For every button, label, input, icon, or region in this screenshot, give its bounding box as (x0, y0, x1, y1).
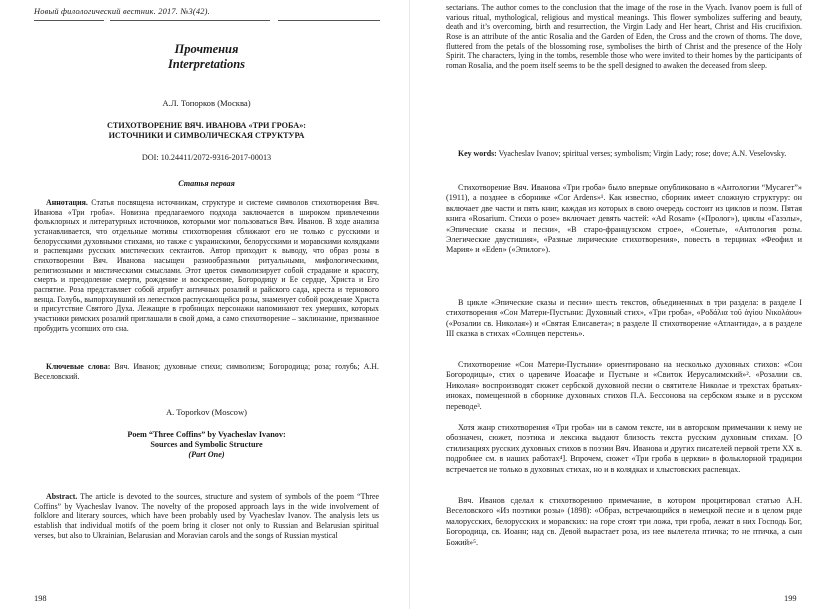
abstract-ru-text: Статья посвящена источникам, структуре и системе символов стихотворения Вяч. Иванова «Три гроба». Новизна предлагаемого подхода заключается в широком привлечении фольклорных и литературных источников, которыми мог пользоваться Вяч. Иванов. В ходе анализа устанавливается, что отдельные мотивы стихотворения сближают его не только с русскими и белорусскими духовными стихами, но также с украинскими, белорусскими и моравскими колядками и распевцами русских мистических сектантов. Автор приходит к выводу, что образ розы в стихотворении Вяч. Иванова насыщен разнообразными ритуальными, мифологическими, религиозными и мистическими смыслами. Этот цветок символизирует собой страдание и красоту, смерть и преодоление смерти, рождение и воскресение, Богородицу и Ее сердце, Христа и Его распятие. Роза представляет собой атрибут античных розалий и райского сада, креста и тернового венца. Голубь, выпорхнувший из лепестков распускающейся розы, знаменует собой рождение Христа и присутствие Святого Духа. Лежащие в гробницах персонажи напоминают тех умерших, которых участники римских розалий приглашали в свой дома, а само стихотворение – заклинание, призванное пробудить усопших ото сна. (34, 198, 379, 333)
part-label-en: (Part One) (188, 450, 225, 459)
keywords-en (446, 149, 802, 159)
header-rule-mid (110, 20, 270, 21)
keywords-ru-text: Вяч. Иванов; духовные стихи; символизм; Богородица; роза; голубь; А.Н. Веселовский. (34, 362, 379, 381)
header-rule-left (34, 20, 104, 21)
abstract-en-label: Abstract. (46, 492, 78, 501)
right-page (410, 0, 820, 609)
page-number-left: 198 (34, 594, 47, 603)
abstract-ru-label: Аннотация. (46, 198, 88, 207)
body-paragraph-2: В цикле «Эпические сказы и песни» шесть текстов, объединенных в три раздела: в разделе I стихотворения «Сон Матери-Пустыни: Духовный стих», «Три гроба», «Ροδάλια τοῦ ἁγίου Νικολάου» («Розалии св. Николая») и «Святая Елисавета»; в разделе II стихотворение «Атлантида», а в разделе III сказка в стихах «Солнцев перстень». (446, 298, 802, 339)
keywords-en-label: Key words: (458, 149, 497, 158)
body-paragraph-1: Стихотворение Вяч. Иванова «Три гроба» было впервые опубликовано в «Антологии “Мусагет”» (1911), а позднее в сборнике «Cor Ardens»¹. Как известно, сборник имеет сложную структуру: он включает две части и пять книг, каждая из которых в свою очередь состоит из циклов и поэм. Пятая книга «Rosarium. Стихи о розе» включает девять частей: «Ad Rosam» («Пролог»), циклы «Газэлы», «Эпические сказы и песни», «В старо-французском строе», «Сонеты», «Антология розы. Элегические двустишия», «Разные лирические стихотворения», повесть в терцинах «Феофил и Мария» и «Eden» («Эпилог»). (446, 183, 802, 255)
article-title-ru-2: ИСТОЧНИКИ И СИМВОЛИЧЕСКАЯ СТРУКТУРА (108, 131, 305, 140)
header-rule-right (278, 20, 380, 21)
article-title-ru-1: СТИХОТВОРЕНИЕ ВЯЧ. ИВАНОВА «ТРИ ГРОБА»: (106, 121, 307, 130)
abstract-en-text: The article is devoted to the sources, structure and system of symbols of the poem “Three Coffins” by Vyacheslav Ivanov. The novelty of the proposed approach lays in the wide involvement of folklore and literary sources, which have been probably used by Vyacheslav Ivanov. The analysis lets us establish that individual motifs of the poem bring it closer not only to Russian and Belarusian spiritual verses, but also to Ukrainian, Belarusian and Moravian carols and the songs of Russian mystical (34, 492, 379, 540)
keywords-ru-label: Ключевые слова: (46, 362, 111, 371)
section-title-en: Interpretations (167, 57, 246, 71)
author-ru: А.Л. Топорков (Москва) (162, 98, 251, 108)
part-label-ru: Статья первая (178, 179, 235, 188)
keywords-en-text: Vyacheslav Ivanov; spiritual verses; symbolism; Virgin Lady; rose; dove; A.N. Veselovsky. (498, 149, 787, 158)
doi: DOI: 10.24411/2072-9316-2017-00013 (141, 153, 272, 162)
article-title-en-1: Poem “Three Coffins” by Vyacheslav Ivanov: (127, 430, 286, 439)
page-number-right: 199 (784, 594, 797, 603)
keywords-ru (34, 362, 379, 381)
author-en: A. Toporkov (Moscow) (165, 407, 248, 417)
body-paragraph-3: Стихотворение «Сон Матери-Пустыни» ориентировано на несколько духовных стихов: «Сон Богородицы», стих о царевиче Иоасафе и Пустыне и «Свиток Иерусалимский»². «Розалии св. Николая» воспроизводят сюжет сербской духовной песни о святителе Николае и трехстах братьях-иноках, помещенной в сборнике духовных стихов П.А. Бессонова на сербском языке и в русском переводе³. (446, 360, 802, 411)
section-title-ru: Прочтения (174, 42, 239, 56)
abstract-ru (34, 198, 379, 333)
abstract-en-continued: sectarians. The author comes to the conclusion that the image of the rose in the Vyach. Ivanov poem is full of various ritual, mythological, religious and mystical meanings. This flower symbolizes suffering and beauty, death and it’s overcoming, birth and resurrection, the Virgin Lady and Her heart, Christ and His crucifixion. Rose is an attribute of the antic Rosalia and the Garden of Eden, the Cross and the crown of thorns. The dove, fluttered from the petals of the blossoming rose, symbolises the birth of Christ and the presence of the Holy Spirit. The characters, lying in the tombs, resemble those who were invited to their homes by the participants of roman Rosalia, and the poem itself seems to be the spell designed to awaken the deceased from sleep. (446, 3, 802, 70)
abstract-en (34, 492, 379, 540)
body-paragraph-4: Хотя жанр стихотворения «Три гроба» ни в самом тексте, ни в авторском примечании к нему не обозначен, сюжет, поэтика и лексика выдают близость текста русским духовным стихам. [О стилизациях русских духовных стихов в поэзии Вяч. Иванова и других писателей первой трети XX в. подробнее см. в наших работах⁴]. Впрочем, сюжет «Три гроба в церкви» в фольклорной традиции встречается не только в духовных стихах, но и в колядках и хлыстовских распевцах. (446, 423, 802, 474)
journal-header: Новый филологический вестник. 2017. №3(42). (34, 7, 210, 16)
body-paragraph-5: Вяч. Иванов сделал к стихотворению примечание, в котором процитировал статью А.Н. Веселовского «Из поэтики розы» (1898): «Образ, встречающийся в немецкой песне и в целом ряде малорусских, белорусских и моравских: на горе стоят три ложа, три гроба, лежат в них Господь Бог, Богородица, св. Иоанн; над св. Девой вырастает роза, из нее вылетела птичка; то не птичка, а сын Божий»⁵. (446, 496, 802, 547)
article-title-en-2: Sources and Symbolic Structure (150, 440, 263, 449)
